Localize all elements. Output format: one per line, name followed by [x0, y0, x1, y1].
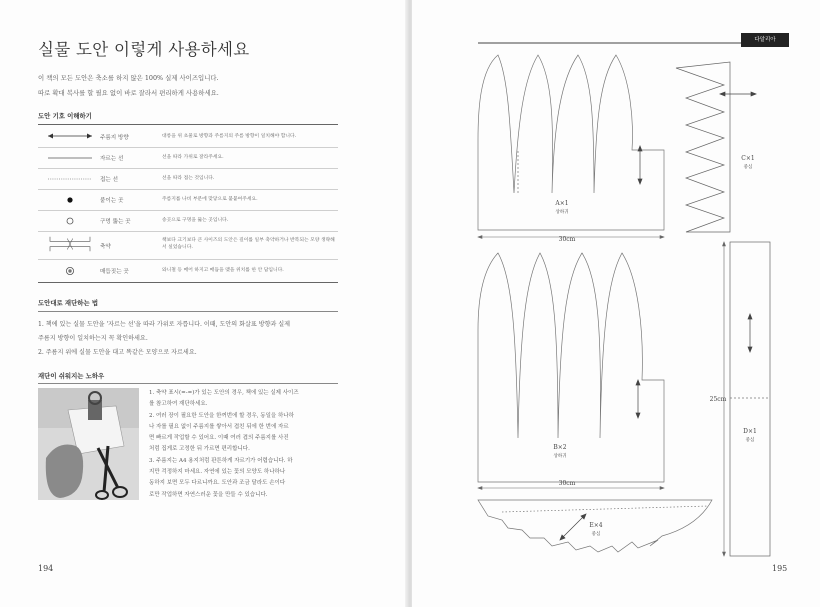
symbol-name: 구멍 뚫는 곳 [100, 219, 131, 225]
pattern-sheet [412, 0, 820, 607]
tips-heading: 재단이 쉬워지는 노하우 [38, 372, 105, 380]
page-number: 194 [38, 564, 54, 573]
symbol-desc: 와니철 등 매어 하지고 매듭을 맺을 위치를 한 안 답입니다. [162, 268, 284, 273]
intro-line: 따로 확대 복사를 할 필요 없이 바로 잘라서 편리하게 사용하세요. [38, 89, 219, 97]
table-bottom-rule [38, 282, 338, 283]
symbol-name: 붙이는 곳 [100, 198, 124, 204]
tip-line: 면 빠르게 작업할 수 있어요. 이때 여러 겹의 주름지를 사진 [149, 435, 289, 442]
piece-a-sub: 상하귀 [555, 210, 569, 215]
piece-e-sub: 중심 [591, 532, 601, 537]
double-arrow-icon [44, 126, 96, 146]
tip-line: 동하지 보면 모두 다르니까요. 도안과 조금 달라도 손이다 [149, 480, 286, 487]
symbol-desc: 주름지를 나비 부분에 맞닿으로 붙붙여주세요. [162, 197, 258, 202]
tip-line: 로만 작업하면 자연스러운 꽃을 만들 수 있습니다. [149, 491, 268, 498]
row-divider [38, 259, 338, 260]
symbol-name: 매듭짓는 곳 [100, 269, 129, 275]
symbol-name: 축약 [100, 244, 111, 250]
step-line: 1. 책에 있는 실물 도안을 '자르는 선'을 따라 가위로 자릅니다. 이때, 도안의 화살표 방향과 실제 [38, 321, 291, 328]
symbol-desc: 선을 따라 접는 것입니다. [162, 176, 215, 181]
tip-line: 1. 축약 표시(=-=)가 있는 도안의 경우, 책에 있는 실제 사이즈 [149, 390, 299, 396]
intro-text [38, 71, 219, 101]
double-circle-icon [44, 261, 96, 281]
tip-line: 3. 주름지는 A4 용지처럼 판튼하게 자르기가 어렵습니다. 하 [149, 457, 293, 464]
chapter-tag: 다알리아 [741, 33, 789, 47]
piece-d-label: D×1 [743, 428, 757, 435]
cut-heading: 도안대로 재단하는 법 [38, 299, 99, 307]
right-page [412, 0, 820, 607]
tip-line: 나 자를 필요 없이 주름지를 쌓아서 겹친 뒤에 한 번에 자르 [149, 423, 289, 430]
height-d-label: 25cm [709, 396, 727, 403]
tip-line: 지만 걱정하지 마세요. 자연에 있는 꽃의 모양도 하나하나 [149, 469, 286, 476]
table-top-rule [38, 124, 338, 125]
filled-dot-icon [44, 190, 96, 210]
section-rule [38, 311, 338, 312]
piece-d-sub: 중심 [745, 438, 755, 443]
piece-c-sub: 중심 [743, 165, 753, 170]
intro-line: 이 책의 모든 도안은 축소를 하지 않은 100% 실제 사이즈입니다. [38, 74, 219, 82]
row-divider [38, 231, 338, 232]
cut-steps [38, 318, 338, 360]
open-circle-icon [44, 211, 96, 231]
piece-b-sub: 상하귀 [553, 454, 567, 459]
scissors-photo [38, 388, 139, 500]
symbol-name: 접는 선 [100, 177, 118, 183]
solid-line-icon [44, 148, 96, 168]
symbol-desc: 선을 따라 가위로 잘라주세요. [162, 155, 224, 160]
symbol-desc: 송곳으로 구멍을 뚫는 곳입니다. [162, 218, 229, 223]
page-title: 실물 도안 이렇게 사용하세요 [38, 40, 250, 59]
piece-e-label: E×4 [589, 522, 603, 529]
symbol-name: 주름지 방향 [100, 135, 129, 141]
left-page [0, 0, 408, 607]
piece-b-label: B×2 [553, 444, 567, 451]
tip-line: 를 참고하여 재단하세요. [149, 401, 208, 408]
symbol-desc: 대롱을 위 초물로 방향과 주름지의 주름 방향이 일치해야 합니다. [162, 134, 297, 139]
step-line: 2. 주름지 위에 실물 도안을 대고 똑같은 모양으로 자르세요. [38, 349, 197, 356]
bracket-icon [44, 234, 96, 254]
symbol-name: 자르는 선 [100, 156, 124, 162]
width-b-label: 30cm [558, 480, 576, 487]
piece-a-label: A×1 [555, 200, 569, 207]
page-number: 195 [772, 564, 788, 573]
symbol-desc: 책보다 크기보다 큰 사이즈의 도안은 길이를 일부 축약하거나 반복되는 모양 생략해서 실었습니다. [162, 238, 335, 250]
step-line: 주름지 방향이 일치하는지 꼭 확인하세요. [38, 335, 148, 342]
symbols-heading: 도안 기호 이해하기 [38, 112, 92, 120]
width-a-label: 30cm [558, 236, 576, 243]
piece-c-label: C×1 [741, 155, 755, 162]
tip-line: 2. 여러 장이 필요한 도안을 한꺼번에 할 경우, 동일을 하나하 [149, 412, 294, 419]
section-rule [38, 383, 338, 384]
dotted-line-icon [44, 169, 96, 189]
tip-line: 처럼 집게로 고정한 뒤 가르면 편리합니다. [149, 446, 250, 453]
tips-text [149, 388, 339, 501]
